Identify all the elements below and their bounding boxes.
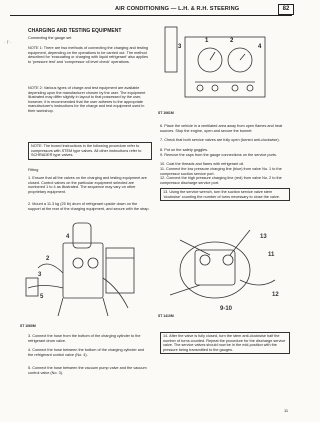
boxed-note: NOTE: The boxed instructions in the following procedure refer to compressors with STEM type valves. All other instructions refer to SCHRADER type valves. [28, 142, 152, 160]
section-heading: CHARGING AND TESTING EQUIPMENT [28, 28, 122, 34]
callout-2: 2 [230, 38, 234, 44]
step-8: 8. Put on the safety goggles. [160, 148, 209, 152]
step-7: 7. Check that both service valves are fully open (turned anti-clockwise). [160, 138, 280, 142]
svg-text:9-10: 9-10 [220, 306, 233, 312]
compressor-service-valve-illustration [160, 210, 290, 314]
fitting-heading: Fitting [28, 168, 39, 172]
figure-label-bottom-right: ST 1410M [158, 314, 174, 318]
step-3: 3. Connect the hose from the bottom of the charging cylinder to the refrigerant drum valve. [28, 334, 141, 343]
fitting-step-1: 1. Ensure that all the valves on the charging and testing equipment are closed. Control valves on the particular equipment selected are numbered 1 to 4 as illustrated. The sequence may vary on other proprietary equipment. [28, 176, 147, 194]
page-header-title: AIR CONDITIONING — L.H. & R.H. STEERING [115, 6, 240, 12]
callout-4: 4 [258, 44, 262, 50]
svg-text:13: 13 [260, 234, 267, 240]
header-divider [10, 15, 292, 16]
svg-text:12: 12 [272, 292, 279, 298]
note-1: NOTE 1: There are two methods of connecting the charging and testing equipment, depending on the operations to be carried out. The method described for 'evacuating or charging with liquid refrigerant' also applies to 'pressure test' and 'compressor oil level check' operations. [28, 46, 149, 64]
fitting-step-2: 2. Mount a 11.3 kg (25 lb) drum of refrigerant upside down on the support at the rear of the charging equipment, and secure with the strap. [28, 202, 150, 211]
svg-text:5: 5 [40, 294, 44, 300]
step-12: 12. Connect the high pressure charging line (red) from valve No. 2 to the compressor discharge service port. [160, 176, 282, 185]
section-number-badge: 82 [278, 4, 294, 15]
callout-1: 1 [205, 38, 209, 44]
figure-label-left: ST 1060M [20, 324, 36, 328]
svg-text:11: 11 [268, 252, 275, 258]
step-11: 11. Connect the low pressure charging line (blue) from valve No. 1 to the compressor suction service port. [160, 167, 282, 176]
svg-text:4: 4 [66, 234, 70, 240]
margin-mark: · f · [4, 40, 12, 46]
svg-text:3: 3 [38, 272, 42, 278]
step-6: 6. Place the vehicle in a ventilated area away from open flames and heat sources. Stop the engine, open and secure the bonnet. [160, 124, 283, 133]
svg-text:2: 2 [46, 256, 50, 262]
figure-label-top-right: ST 1061M [158, 111, 174, 115]
intro-text: Connecting the gauge set [28, 36, 72, 40]
step-5: 5. Connect the hose between the vacuum pump valve and the vacuum control valve (No. 3). [28, 366, 147, 375]
note-2: NOTE 2: Various types of charge and test equipment are available depending upon the manufacturer chosen by the user. The equipment illustrated may differ slightly in layout to that possessed by the user, however, it is recommended that the user adheres to the appropriate manufacturer's instructions for the charge and test equipment used in their workshop. [28, 86, 146, 113]
step-4: 4. Connect the hose between the bottom of the charging cylinder and the refrigerant control valve (No. 4). [28, 348, 145, 357]
step-10: 10. Coat the threads and flares with refrigerant oil. [160, 162, 245, 166]
boxed-step-14: 14. After the valve is fully closed, turn the stem anti-clockwise half the number of turns counted. Repeat the procedure for the discharge service valve. The service valves should now be in the mid-position with the pressure being transmitted to the gauges. [160, 332, 290, 354]
gauge-set-illustration [155, 22, 290, 110]
boxed-step-13: 13. Using the service wrench, turn the suction service valve stem 'clockwise' counting the number of turns necessary to close the valve. [160, 188, 290, 201]
charging-equipment-illustration [18, 218, 148, 323]
step-9: 9. Remove the caps from the gauge connections on the service ports. [160, 153, 277, 157]
callout-3: 3 [178, 44, 182, 50]
page-number: 11 [284, 408, 289, 413]
